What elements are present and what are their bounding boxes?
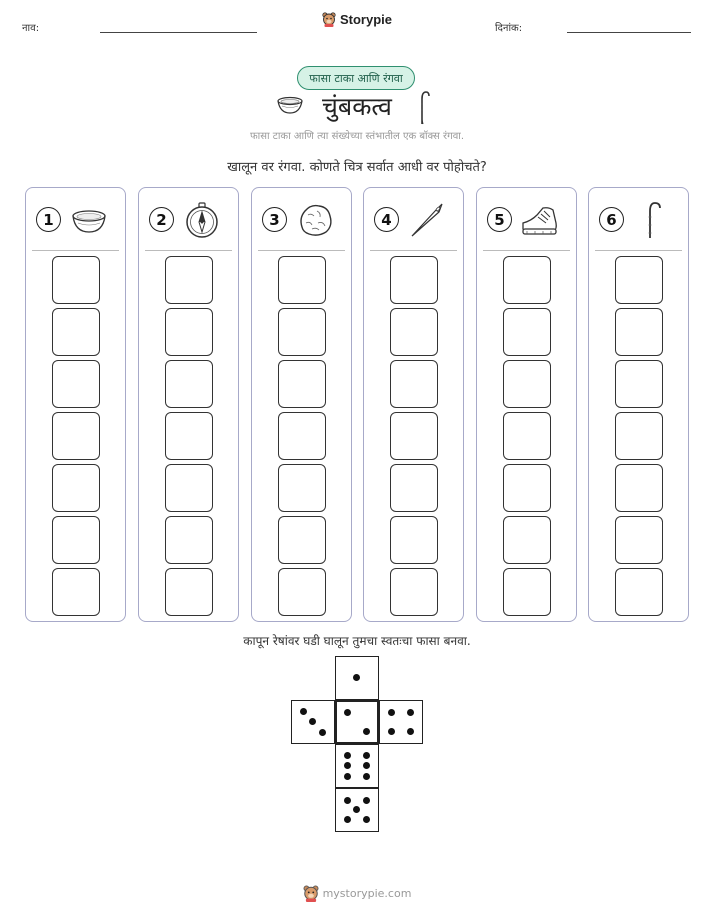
column-number: 1 bbox=[36, 207, 61, 232]
color-box[interactable] bbox=[278, 308, 326, 356]
brand-name: Storypie bbox=[339, 12, 392, 27]
color-box[interactable] bbox=[165, 412, 213, 460]
activity-pill: फासा टाका आणि रंगवा bbox=[297, 66, 415, 90]
color-box[interactable] bbox=[390, 516, 438, 564]
name-label: नाव: bbox=[22, 23, 40, 34]
dice-instruction: कापून रेषांवर घडी घालून तुमचा स्वतःचा फासा बनवा. bbox=[243, 634, 471, 648]
column-number: 5 bbox=[487, 207, 512, 232]
color-box[interactable] bbox=[390, 464, 438, 512]
dice-face-4 bbox=[379, 700, 423, 744]
column-divider bbox=[370, 250, 457, 251]
dice-pip bbox=[344, 797, 351, 804]
column-3 bbox=[251, 187, 352, 622]
color-box[interactable] bbox=[278, 256, 326, 304]
name-line[interactable] bbox=[100, 32, 257, 33]
column-4 bbox=[363, 187, 464, 622]
date-line[interactable] bbox=[567, 32, 691, 33]
color-box[interactable] bbox=[390, 308, 438, 356]
color-box[interactable] bbox=[165, 516, 213, 564]
color-box[interactable] bbox=[278, 412, 326, 460]
color-box[interactable] bbox=[390, 412, 438, 460]
column-number: 6 bbox=[599, 207, 624, 232]
dice-pip bbox=[388, 709, 395, 716]
color-box[interactable] bbox=[615, 256, 663, 304]
dice-face-2 bbox=[335, 700, 379, 744]
compass-icon bbox=[183, 201, 221, 239]
bowl-icon bbox=[70, 201, 108, 239]
dice-face-1 bbox=[335, 656, 379, 700]
color-box[interactable] bbox=[165, 308, 213, 356]
color-box[interactable] bbox=[615, 568, 663, 616]
color-box[interactable] bbox=[52, 516, 100, 564]
column-2 bbox=[138, 187, 239, 622]
color-box[interactable] bbox=[390, 360, 438, 408]
dice-face-5 bbox=[335, 788, 379, 832]
dice-pip bbox=[363, 773, 370, 780]
column-divider bbox=[483, 250, 570, 251]
shoe-icon bbox=[521, 201, 559, 239]
column-divider bbox=[32, 250, 119, 251]
column-number: 2 bbox=[149, 207, 174, 232]
rock-icon bbox=[296, 201, 334, 239]
column-divider bbox=[145, 250, 232, 251]
bear-logo-icon bbox=[322, 12, 336, 27]
column-1 bbox=[25, 187, 126, 622]
color-box[interactable] bbox=[615, 308, 663, 356]
color-box[interactable] bbox=[503, 568, 551, 616]
dice-pip bbox=[388, 728, 395, 735]
dice-pip bbox=[344, 709, 351, 716]
color-box[interactable] bbox=[165, 256, 213, 304]
cane-icon bbox=[414, 90, 430, 126]
color-box[interactable] bbox=[503, 516, 551, 564]
dice-pip bbox=[353, 674, 360, 681]
color-box[interactable] bbox=[615, 464, 663, 512]
color-box[interactable] bbox=[503, 412, 551, 460]
column-number: 4 bbox=[374, 207, 399, 232]
page-subtitle: फासा टाका आणि त्या संख्येच्या स्तंभातील एक बॉक्स रंगवा. bbox=[249, 131, 465, 142]
column-5 bbox=[476, 187, 577, 622]
brand bbox=[0, 12, 714, 31]
page-title: चुंबकत्व bbox=[322, 92, 392, 121]
color-box[interactable] bbox=[503, 464, 551, 512]
color-box[interactable] bbox=[52, 568, 100, 616]
dice-pip bbox=[363, 762, 370, 769]
needle-icon bbox=[408, 201, 446, 239]
dice-pip bbox=[344, 762, 351, 769]
color-box[interactable] bbox=[52, 412, 100, 460]
column-divider bbox=[258, 250, 345, 251]
color-box[interactable] bbox=[165, 464, 213, 512]
dice-face-6 bbox=[335, 744, 379, 788]
color-box[interactable] bbox=[390, 256, 438, 304]
dice-pip bbox=[309, 718, 316, 725]
color-box[interactable] bbox=[165, 568, 213, 616]
dice-pip bbox=[407, 709, 414, 716]
dice-pip bbox=[407, 728, 414, 735]
date-label: दिनांक: bbox=[495, 23, 523, 34]
dice-pip bbox=[300, 708, 307, 715]
column-6 bbox=[588, 187, 689, 622]
color-box[interactable] bbox=[278, 464, 326, 512]
color-box[interactable] bbox=[52, 308, 100, 356]
dice-pip bbox=[344, 773, 351, 780]
dice-pip bbox=[363, 752, 370, 759]
color-box[interactable] bbox=[503, 256, 551, 304]
dice-face-3 bbox=[291, 700, 335, 744]
color-box[interactable] bbox=[165, 360, 213, 408]
color-box[interactable] bbox=[503, 308, 551, 356]
color-box[interactable] bbox=[52, 360, 100, 408]
bear-logo-icon bbox=[303, 885, 319, 902]
color-box[interactable] bbox=[278, 516, 326, 564]
dice-pip bbox=[353, 806, 360, 813]
dice-pip bbox=[363, 728, 370, 735]
color-box[interactable] bbox=[615, 360, 663, 408]
dice-pip bbox=[344, 752, 351, 759]
color-box[interactable] bbox=[52, 256, 100, 304]
color-box[interactable] bbox=[503, 360, 551, 408]
cane-icon bbox=[633, 201, 671, 239]
color-box[interactable] bbox=[615, 412, 663, 460]
column-divider bbox=[595, 250, 682, 251]
footer bbox=[0, 885, 714, 906]
dice-pip bbox=[363, 816, 370, 823]
color-box[interactable] bbox=[278, 360, 326, 408]
dice-pip bbox=[319, 729, 326, 736]
color-box[interactable] bbox=[390, 568, 438, 616]
color-box[interactable] bbox=[615, 516, 663, 564]
dice-pip bbox=[363, 797, 370, 804]
column-number: 3 bbox=[262, 207, 287, 232]
dice-pip bbox=[344, 816, 351, 823]
footer-site[interactable]: mystorypie.com bbox=[322, 887, 412, 900]
color-box[interactable] bbox=[278, 568, 326, 616]
color-box[interactable] bbox=[52, 464, 100, 512]
instruction-text: खालून वर रंगवा. कोणते चित्र सर्वात आधी वर पोहोचते? bbox=[227, 160, 487, 175]
